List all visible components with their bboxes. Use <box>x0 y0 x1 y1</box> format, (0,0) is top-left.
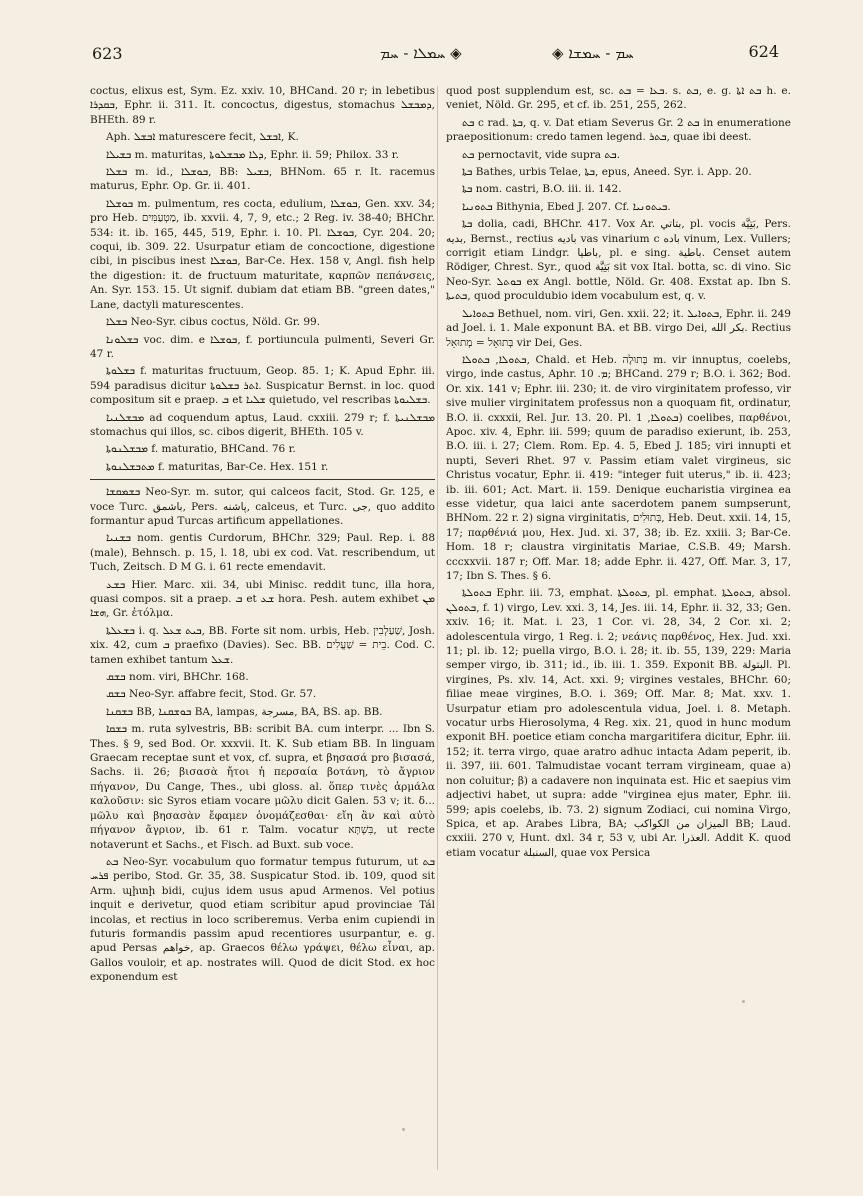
entry: ܒܫܠܘܢܐ voc. dim. e ܒܘܫܠܐ, f. portiuncula pulmenti, Severi Gr. 47 r. <box>90 333 435 360</box>
entry: ܒܬܐ Bathes, urbis Telae, ܒܬܐ, epus, Aneed. Syr. i. App. 20. <box>462 166 752 179</box>
entry: ܒܬܐ dolia, cadi, BHChr. 417. Vox Ar. بتاتي, pl. vocis بَتِيَّة, Pers. بديه, Bernst., rectius باديه vas vinarium c باده vinum, Lex. Vullers; corrigit etiam Lindgr. باطيا, pl. e sing. باطية. Censet autem Rödiger, Chrest. Syr., quod بَتِيَّة sit vox Ital. botta, sc. di vino. Sic Neo-Syr. ܒܘܬܠ ex Angl. bottle, Nöld. Gr. 408. Exstat ap. Ibn S. ܒܬܝܬܐ, quod proculdubio idem vocabulum est, q. v. <box>446 218 791 303</box>
entry: ܒܬ pernoctavit, vide supra ܒܬ. <box>462 148 621 161</box>
entry: ܡܬܒܫܠܢܘܬܐ f. maturitas, Bar-Ce. Hex. 151 r. <box>106 460 329 473</box>
entry: ܒܫܩܐ m. ruta sylvestris, BB: scribit BA. cum interpr. ... Ibn S. Thes. § 9, sed Bod. Or. xxxvii. It. K. Sub etiam BB. In linguam Graecam receptae sunt et vox, cf. supra, et βησασά pro βισασά, Sachs. ii. 26; βισασὰ ἤτοι ἡ περσαία βοτάνη, τὸ ἄγριον πήγανον, Du Cange, Thes., ubi gloss. al. ὅπερ τινὲς ἁρμάλα καλοῦσιν: sic Syros etiam vocare μῶλυ dicit Galen. 53 v; it. δ... μῶλυ καὶ βησασὰν ἔφαμεν ὀνομάζεσθαι· εἴη ἂν καὶ αὐτὸ πήγανον ἄγριον, ib. 61 r. Talm. vocatur בִּשְׁתָּא, ut recte notaverunt et Sachs., et Fisch. ad Buxt. sub voce. <box>90 723 435 851</box>
entry: ܒܫܩ nom. viri, BHChr. 168. <box>106 671 249 684</box>
left-column <box>90 84 435 1176</box>
entry: ܒܫܢܝܐ nom. gentis Curdorum, BHChr. 329; Paul. Rep. i. 88 (male), Behnsch. p. 15, l. 18, ubi ex cod. Vat. rescribendum, ut Tuch, Zeitsch. D M G. i. 61 recte emendavit. <box>90 532 435 574</box>
page-number-left: 623 <box>92 44 123 63</box>
entry: coctus, elixus est, Sym. Ez. xxiv. 10, BHCand. 20 r; in lebetibus ܒܩܕܪܐ, Ephr. ii. 311. It. concoctus, digestus, stomachus ܕܡܒܫܠ, BHEth. 89 r. <box>90 85 435 126</box>
entry: ܒܫܥܠܬܐ i. q. ܒܝܬ ܫܥܠ, BB. Forte sit nom. urbis, Heb. שַׁעַלְבִין, Josh. xix. 42, cum ܒ praefixo (Davies). Sec. BB. בֵית = שַׁעֲלִים. Cod. C. tamen exhibet tantum ܫܥܠ. <box>90 624 435 666</box>
page-header <box>0 42 863 66</box>
entry: ܒܬܘܠܬܐ Ephr. iii. 73, emphat. ܒܬܘܠܬܐ, pl. emphat. ܒܬܘܠܬܐ, absol. ܒܬܘܠܢ, f. 1) virgo, Lev. xxi. 3, 14, Jes. iii. 14, Ephr. ii. 32, 33; Gen. xxiv. 16; it. Mat. i. 23, 1 Cor. vi. 28, 34, 2 Cor. xi. 2; adolescentula virgo, 1 Reg. i. 2; νεάνις παρθένος, Hex. Jud. xxi. 11; pl. ib. 12; puella virgo, B.O. i. 28; it. ib. 55, 139, 229: Maria semper virgo, ib. 311; id., ib. iii. 1. 359. Exponit BB. البتولة. Pl. virgines, Ps. xlv. 14, Act. xxi. 9; virgines vestales, BHChr. 60; filiae meae virgines, B.O. i. 369; Off. Mar. 8; Mat. xxv. 1. Usurpatur etiam pro adolescentula vidua, Joel. i. 8. Metaph. vocatur urbs Hierosolyma, 4 Reg. xix. 21, quod in hunc modum exponit BH. poetice etiam concha margaritifera dicitur, Ephr. iii. 152; it. terra virgo, quae aratro adhuc intacta Adam peperit, ib. ii. 397, iii. 601. Talmudistae vocant terram virgineam, quae a) non coluitur; β) a cadavere non inquinata est. Hic et saepius vim adjectivi habet, ut supra: adde "virginea ejus mater, Ephr. iii. 599; apis coelebs, ib. 73. 2) signum Zodiaci, cui nomina Virgo, Spica, et ap. Arabes Libra, BA; الميزان من الكواكب BB; Laud. cxxiii. 270 v, Hunt. dxl. 34 r, 53 v, ubi Ar. العذرا. Addit K. quod etiam vocatur السنبلة, quae vox Persica <box>446 587 791 859</box>
entry: ܒܫܩܢܐ BB, ܒܘܫܩܢܐ BA, lampas, مسرجة, BA, BS. ap. BB. <box>106 705 383 718</box>
entry: ܒܫܠܐ m. id., ܒܘܫܠܐ, BB: ܒܫܝܠ, BHNom. 65 r. It. racemus maturus, Ephr. Op. Gr. ii. 401. <box>90 166 435 193</box>
paper-speck <box>742 1000 745 1003</box>
paper-speck <box>402 1128 405 1131</box>
entry: ܒܬܘܢܝܐ Bithynia, Ebed J. 207. Cf. ܒܝܬܘܢܝܐ. <box>462 200 671 213</box>
entry: ܒܬ c rad. ܒܬܐ, q. v. Dat etiam Severus Gr. 2 ܒܬ in enumeratione praepositionum: credo tamen legend. ܒܬܪ, quae ibi deest. <box>446 116 791 144</box>
entry: quod post supplendum est, sc. ܒܥܐ = ܒܬ. s. ܒܬ, e. g. ܒܬ ܐܬܐ h. e. veniet, Nöld. Gr. 295, et cf. ib. 251, 255, 262. <box>446 85 791 112</box>
entry: ܡܒܫܠܢܝܐ ad coquendum aptus, Laud. cxxiii. 279 r; f. ܡܒܫܠܢܝܬܐ stomachus qui illos, sc. cibos digerit, BHEth. 105 v. <box>90 411 435 438</box>
column-gutter <box>437 86 438 1170</box>
page-number-right: 624 <box>748 42 779 61</box>
entry: ܒܫܥ Hier. Marc. xii. 34, ubi Minisc. reddit tunc, illa hora, quasi compos. sit a praep. ܒ et ܫܥ hora. Pesh. autem exhibet ܡܢ ܗܫܐ, Gr. ἐτόλμα. <box>90 578 435 620</box>
entry: ܒܬܘܐܝܠ Bethuel, nom. viri, Gen. xxii. 22; it. ܒܬܘܐܝܠ, Ephr. ii. 249 ad Joel. i. 1. Male exponunt BA. et BB. virgo Dei, بكر الله. Rectius בְּתוּאֵל = מְתוּאֵל vir Dei, Ges. <box>446 307 791 349</box>
entry: ܒܫܡܩܫܐ Neo-Syr. m. sutor, qui calceos facit, Stod. Gr. 125, e voce Turc. باشمق, Pers. پاشنه, calceus, et Turc. جى, quo addito formantur apud Turcas artificum appellationes. <box>90 486 435 527</box>
entry: ܒܫܠܘܬܐ f. maturitas fructuum, Geop. 85. 1; K. Apud Ephr. iii. 594 paradisus dicitur ܐܬܪ ܒܫܠܘܬܐ. Suspicatur Bernst. in loc. quod compositum sit e praep. ܒ et ܫܠܝܐ quietudo, vel rescribas ܒܫܠܝܘܬܐ. <box>90 365 435 407</box>
entry: ܒܫܩ Neo-Syr. affabre fecit, Stod. Gr. 57. <box>106 688 317 701</box>
running-head-left: ܚܡܠܐ - ܚܡ ◈ <box>380 44 462 62</box>
entry: ܡܒܫܠܢܘܬܐ f. maturatio, BHCand. 76 r. <box>106 443 296 456</box>
entry: ܒܬ Neo-Syr. vocabulum quo formatur tempus futurum, ut ܒܬ ܦܪܚ peribo, Stod. Gr. 35, 38. Suspicatur Stod. ib. 109, quod sit Arm. պիտի bidi, cujus idem usus apud Armenos. Vel potius inquit e derivetur, quod etiam scribitur apud provinciae Tál incolas, et rectius in loco scriberemus. Verba enim cupiendi in futuris formandis passim apud recentiores usurpantur, e. g. apud Persas خواهم, ap. Graecos θέλω γράψει, θέλω εἶναι, ap. Gallos vouloir, et ap. nostrates will. Quod de dicit Stod. ex hoc exponendum est <box>90 855 435 984</box>
entry: ܒܫܠܐ Neo-Syr. cibus coctus, Nöld. Gr. 99. <box>106 316 321 329</box>
entry: ܒܘܫܠܐ m. pulmentum, res cocta, edulium, ܒܘܫܠܐ, Gen. xxv. 34; pro Heb. מַטְעַמִּים, ib. xxvii. 4, 7, 9, etc.; 2 Reg. iv. 38-40; BHChr. 534: it. ib. 165, 445, 519, Ephr. i. 10. Pl. ܒܘܫܠܐ, Cyr. 204. 20; coqui, ib. 309. 22. Usurpatur etiam de concoctione, digestione cibi, in piscibus inest ܒܘܫܠܐ, Bar-Ce. Hex. 158 v, Angl. fish help the digestion: it. de fructuum maturitate, καρπῶν πεπάνσεις, An. Syr. 153. 15. Ut signif. dubiam dat etiam BB. "green dates," Lane, dactyli maturescentes. <box>90 197 435 311</box>
entry: ܒܬܐ nom. castri, B.O. iii. ii. 142. <box>462 183 622 196</box>
section-divider <box>90 479 435 480</box>
right-column <box>446 84 791 1176</box>
entry: ܒܫܝܠܐ m. maturitas, ܕܠܐ ܡܒܫܠܘܬܐ, Ephr. ii. 59; Philox. 33 r. <box>106 148 399 161</box>
entry: Aph. ܐܒܫܠ maturescere fecit, ܐܒܫܠ, K. <box>106 131 299 144</box>
entry: ܒܬܘܠܐ, ܒܬܘܠܐ, Chald. et Heb. בְּתוּלָה m. vir innuptus, coelebs, virgo, inde castus, Aphr. ܡ. 10; BHCand. 279 r; B.O. i. 362; Bod. Or. xix. 141 v; Ephr. iii. 230; it. de viro virginitatem professo, vir sive mulier virginitatem professus non a quoquam fit, ordinatur, B.O. ii. cxxxii, Rel. Jur. 13. 20. Pl. ܒܬܘܠܐ, 1) coelibes, παρθένοι, Apoc. xiv. 4, Ephr. iii. 599; quum de paradiso exierunt, ib. 253, B.O. iii. i. 27; Clem. Rom. Ep. 4. 5, Ebed J. 185; viri innupti et nupti, Severi Rhet. 97 v. Passim etiam valet virgineus, sic Christus vocatur, Ephr. ii. 419: "integer fuit uterus," ib. ii. 423; ib. iii. 601; Act. Mart. ii. 159. Denique eucharistia virginea ea esse videtur, qua laici ante sacerdotem panem sumpserunt, BHNom. 22 r. 2) signa virginitatis, בְּתוּלִים, Heb. Deut. xxii. 14, 15, 17; παρθένιά μου, Hex. Jud. xi. 37, 38; ib. Ez. xxiii. 3; Bar-Ce. Hom. 18 r; claustra virginitatis Mariae, C.S.B. 49; Marsh. cccxxvii. 187 r; Off. Mar. 18; adde Ephr. ii. 427, Off. Mar. 3, 17, 17; Ibn S. Thes. § 6. <box>446 353 791 582</box>
running-head-right: ◈ ܚܡ - ܚܡܫܐ <box>552 44 634 62</box>
